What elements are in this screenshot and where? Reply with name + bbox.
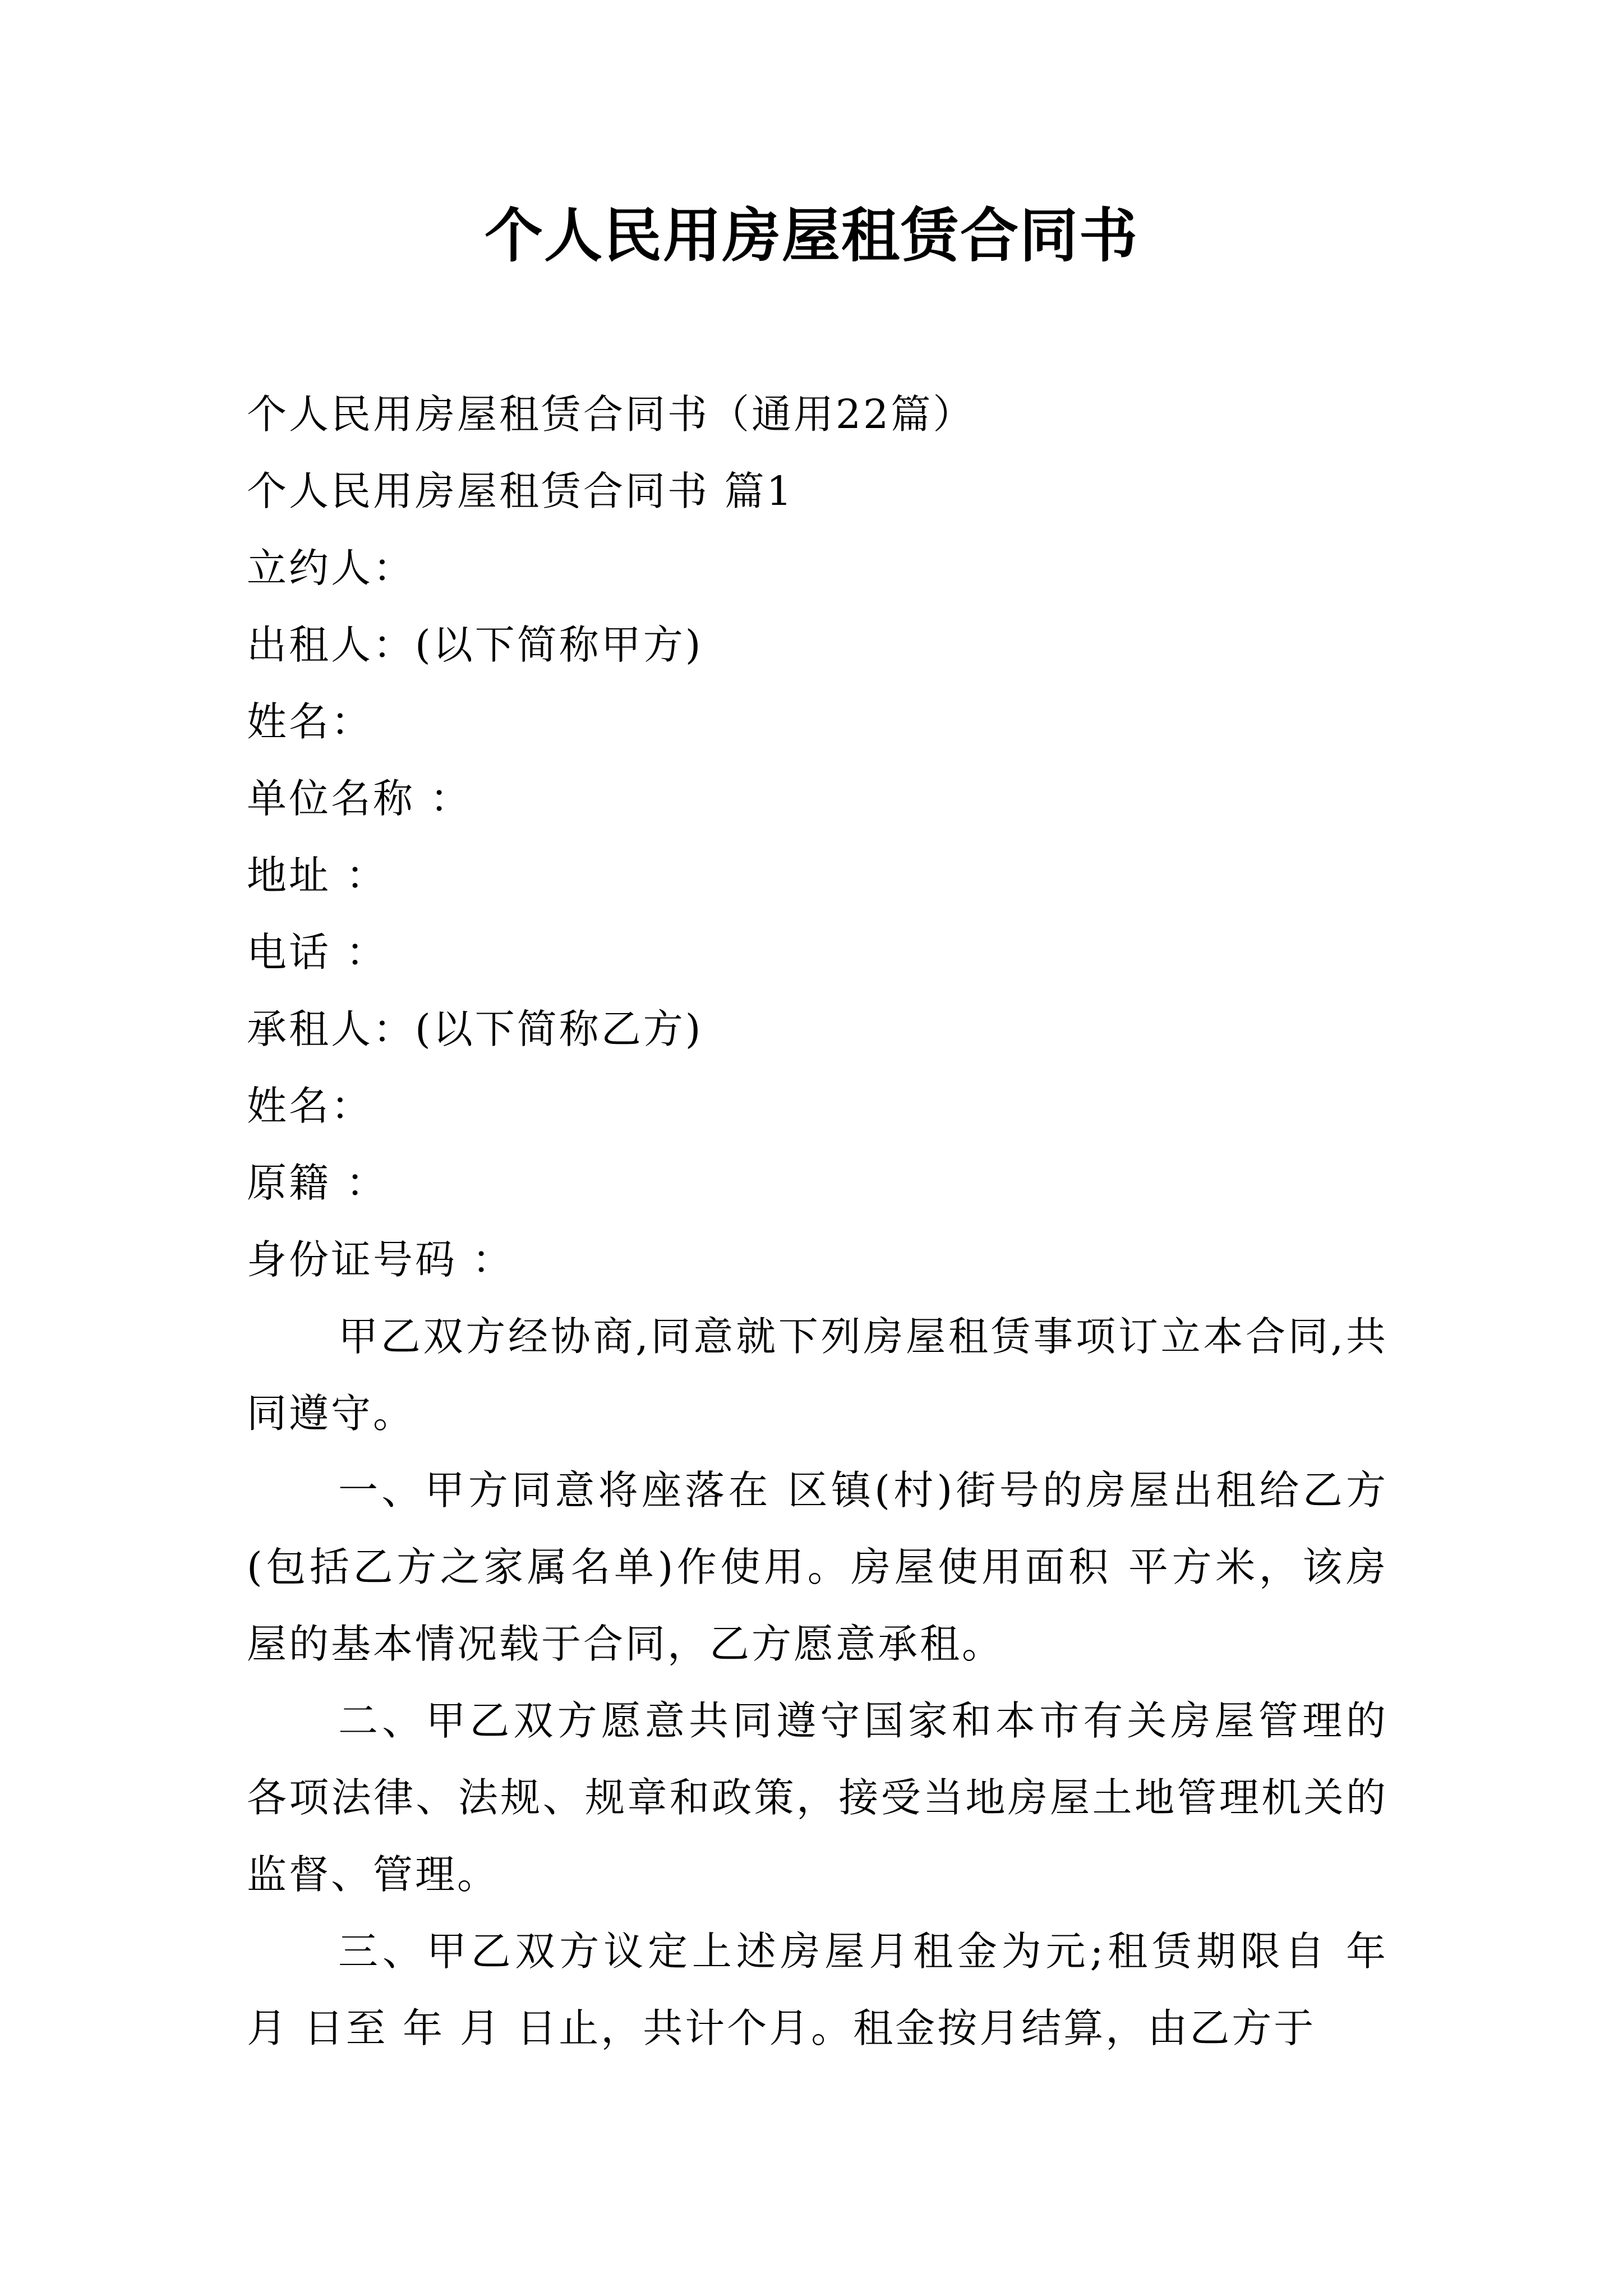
paragraph-agreement: 甲乙双方经协商,同意就下列房屋租赁事项订立本合同,共同遵守。	[247, 1313, 1388, 1437]
field-lessee: 承租人：(以下简称乙方)	[247, 1006, 703, 1052]
paragraph-clause-3: 三、甲乙双方议定上述房屋月租金为元;租赁期限自 年 月 日至 年 月 日止，共计个月。租金按月结算，由乙方于	[247, 1928, 1388, 2051]
paragraph-clause-1: 一、甲方同意将座落在 区镇(村)街号的房屋出租给乙方(包括乙方之家属名单)作使用。房屋使用面积 平方米，该房屋的基本情况载于合同，乙方愿意承租。	[247, 1467, 1388, 1667]
field-lessor: 出租人：(以下简称甲方)	[247, 622, 703, 668]
paragraph-clause-2: 二、甲乙双方愿意共同遵守国家和本市有关房屋管理的各项法律、法规、规章和政策，接受当地房屋土地管理机关的监督、管理。	[247, 1697, 1388, 1898]
field-lessor-name: 姓名：	[247, 698, 374, 745]
document-title: 个人民用房屋租赁合同书	[484, 201, 1138, 270]
field-lessor-address: 地址 ：	[247, 852, 388, 899]
section-heading: 个人民用房屋租赁合同书 篇1	[247, 468, 794, 514]
field-lessee-id-number: 身份证号码 ：	[247, 1236, 514, 1283]
field-lessee-name: 姓名：	[247, 1083, 374, 1129]
field-lessor-phone: 电话 ：	[247, 929, 388, 976]
document-body	[247, 376, 1388, 2067]
field-signatory: 立约人：	[247, 545, 416, 591]
field-lessor-organization: 单位名称 ：	[247, 775, 472, 822]
document-subtitle: 个人民用房屋租赁合同书（通用22篇）	[247, 391, 975, 438]
field-lessee-origin: 原籍 ：	[247, 1159, 388, 1206]
